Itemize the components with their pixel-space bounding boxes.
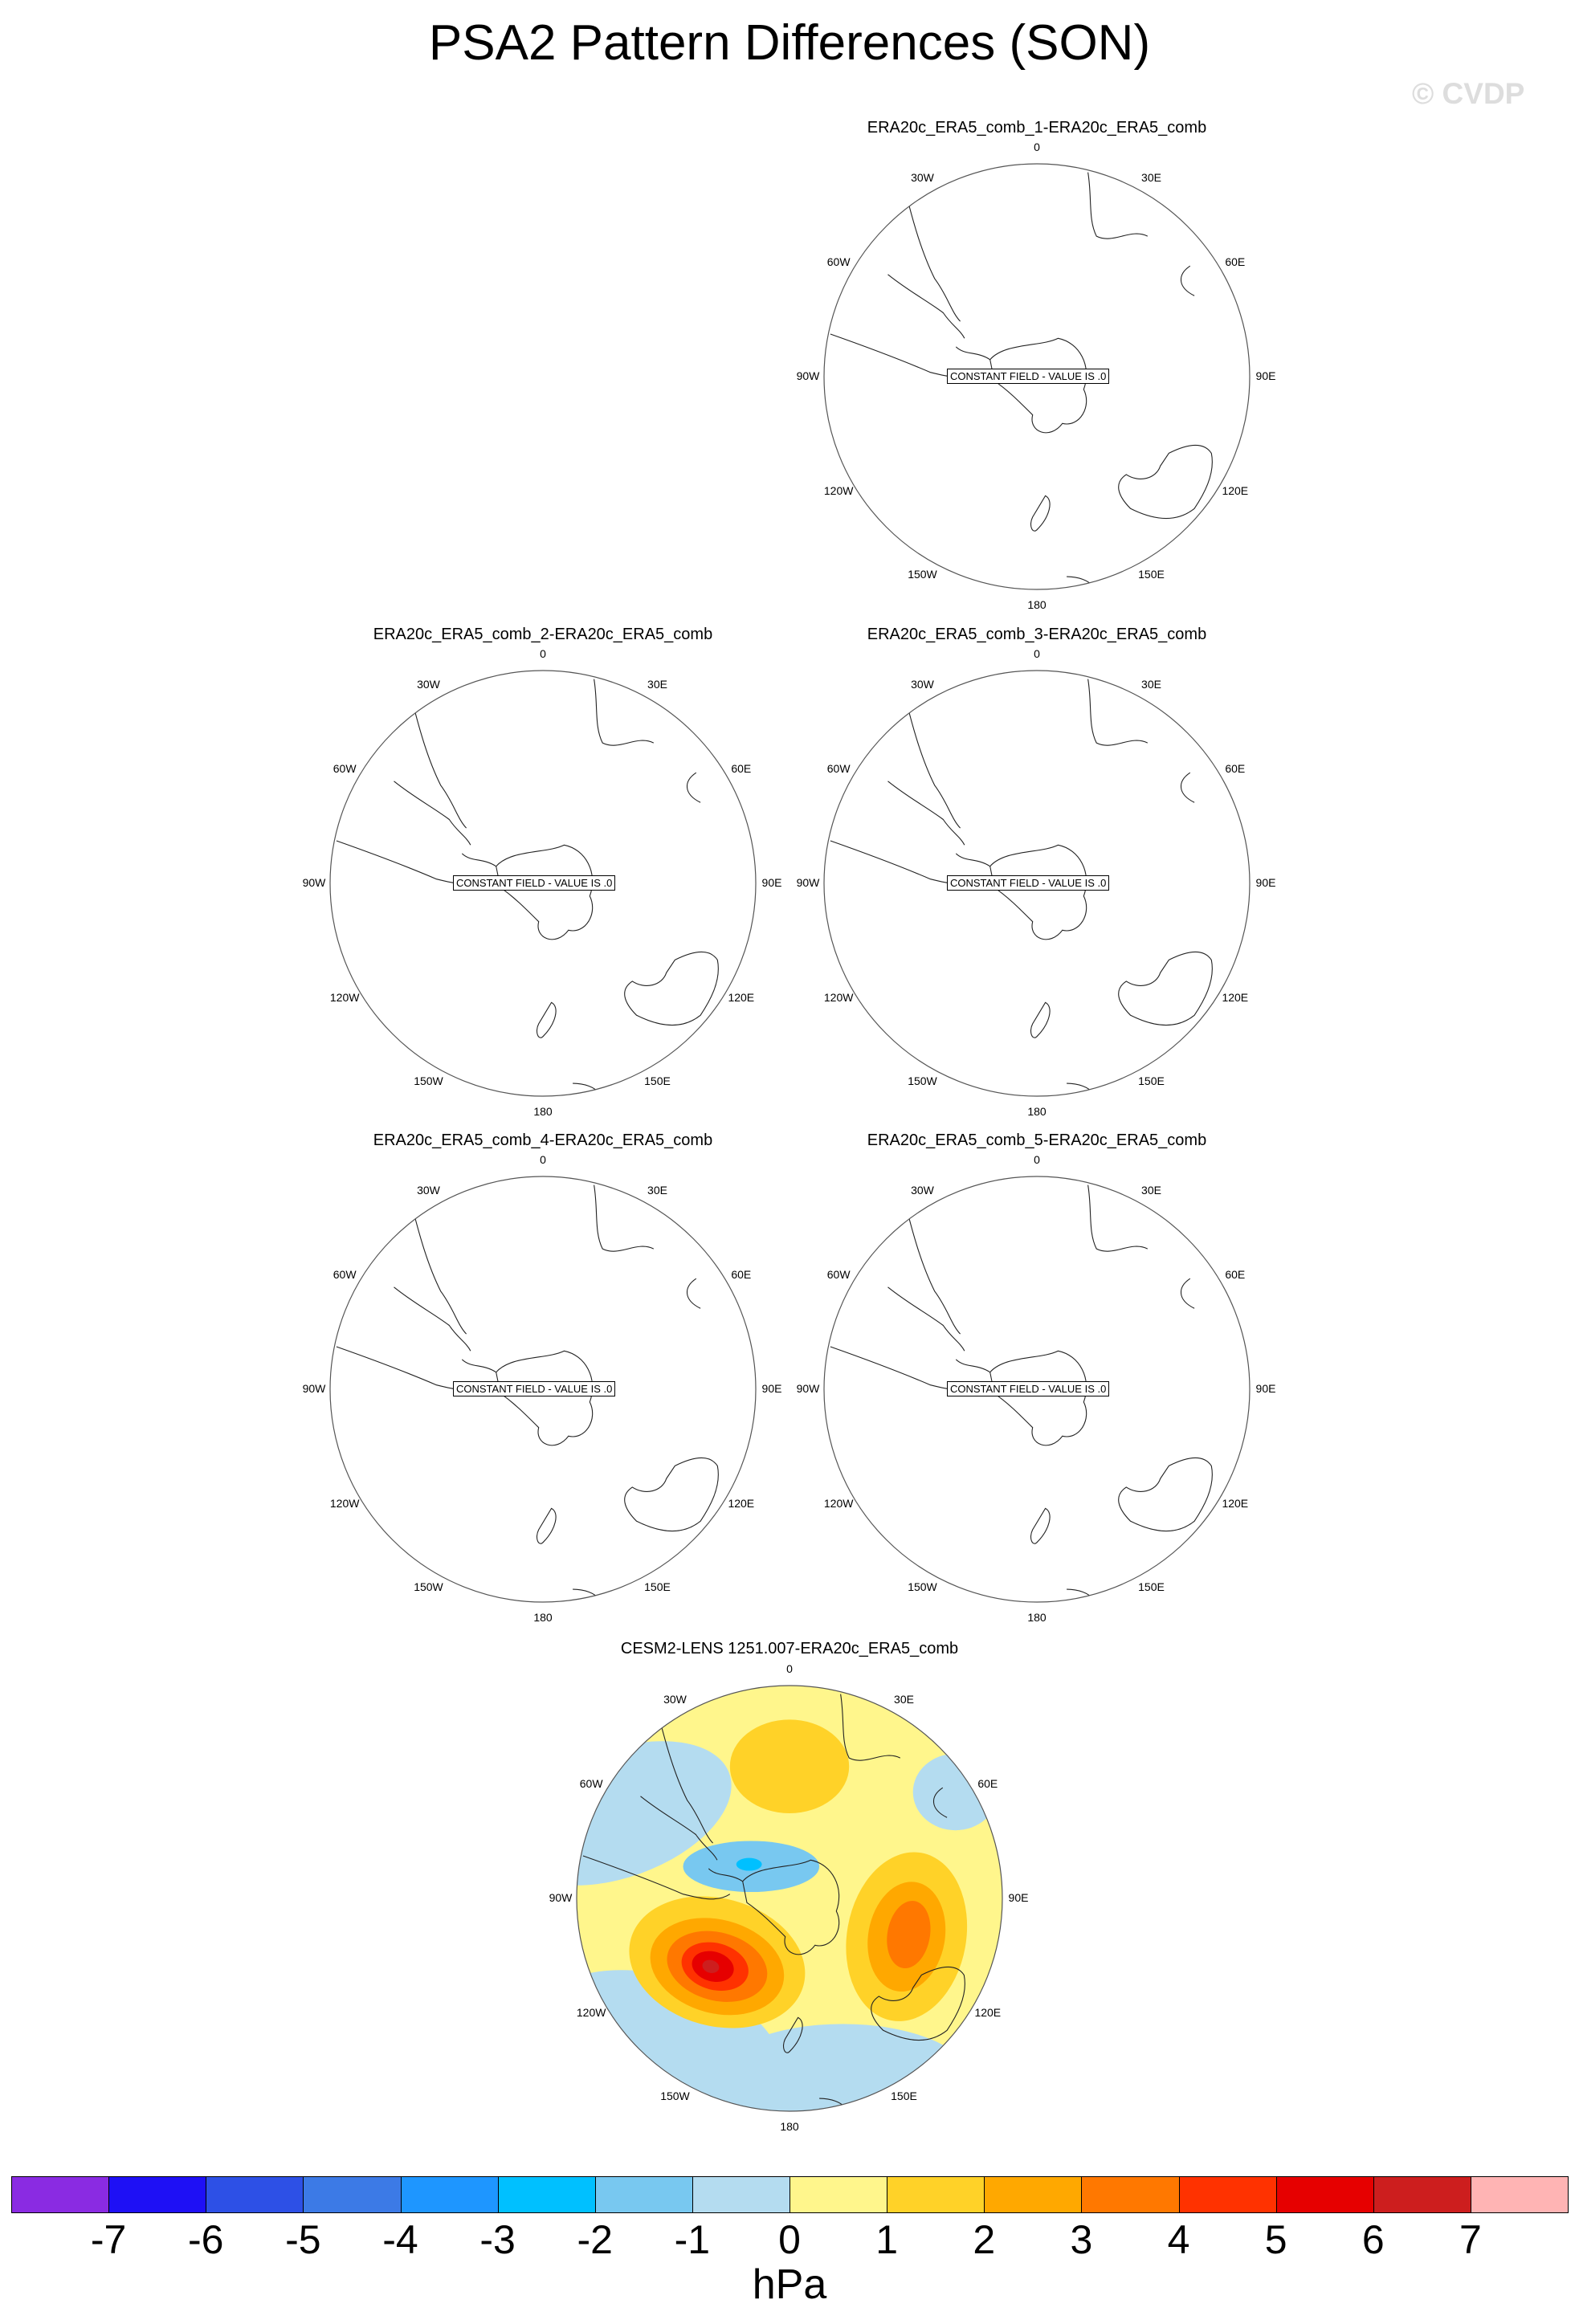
coastline <box>573 1589 598 1598</box>
coastline <box>394 696 471 846</box>
coastline <box>1067 1589 1092 1598</box>
lon-label: 30E <box>1141 1184 1161 1197</box>
lon-label: 120W <box>329 990 360 1004</box>
colorbar-swatch <box>108 2176 206 2213</box>
coastline <box>625 1458 719 1531</box>
colorbar <box>11 2176 1568 2213</box>
colorbar-tick-label: 3 <box>1070 2217 1093 2262</box>
colorbar-tick-label: -4 <box>382 2217 418 2262</box>
coastline <box>1119 952 1213 1025</box>
coastline <box>1031 495 1051 531</box>
lon-label: 0 <box>1034 141 1040 153</box>
colorbar-tick-label: 2 <box>973 2217 996 2262</box>
lon-label: 120W <box>329 1496 360 1510</box>
lon-label: 0 <box>786 1662 793 1675</box>
coastline <box>1067 1083 1092 1092</box>
colorbar-tick-label: 0 <box>778 2217 801 2262</box>
lon-label: 150W <box>908 567 937 581</box>
colorbar-tick-label: 5 <box>1264 2217 1287 2262</box>
lon-label: 90W <box>302 876 326 889</box>
lon-label: 120E <box>1222 1496 1249 1510</box>
colorbar-tick-label: -3 <box>479 2217 516 2262</box>
coastline <box>462 1360 496 1372</box>
lon-label: 120E <box>728 1496 755 1510</box>
contour-fill-6 <box>736 1858 762 1871</box>
colorbar-swatch <box>1373 2176 1471 2213</box>
lon-label: 180 <box>780 2120 799 2133</box>
lon-label: 60W <box>826 761 851 775</box>
colorbar-tick-label: -2 <box>577 2217 613 2262</box>
colorbar-swatch <box>984 2176 1082 2213</box>
coastline <box>956 1360 989 1372</box>
lon-label: 90W <box>549 1891 573 1904</box>
panel-title: ERA20c_ERA5_comb_5-ERA20c_ERA5_comb <box>867 1131 1207 1149</box>
colorbar-tick-label: 1 <box>875 2217 899 2262</box>
lon-label: 60W <box>579 1776 603 1790</box>
colorbar-swatch <box>401 2176 499 2213</box>
lon-label: 180 <box>1027 1105 1047 1118</box>
coastline <box>1067 577 1092 585</box>
lon-label: 150W <box>908 1074 937 1087</box>
lon-label: 90E <box>761 1382 782 1395</box>
lon-label: 30E <box>1141 678 1161 691</box>
colorbar-units: hPa <box>752 2261 827 2308</box>
coastline <box>496 845 593 940</box>
lon-label: 60W <box>333 1267 357 1281</box>
lon-label: 180 <box>533 1105 553 1118</box>
lon-label: 60E <box>1225 761 1246 775</box>
watermark: © CVDP <box>1412 77 1525 110</box>
colorbar-swatch <box>595 2176 693 2213</box>
lon-label: 0 <box>1034 647 1040 660</box>
lon-label: 120E <box>728 990 755 1004</box>
lon-label: 0 <box>540 647 546 660</box>
lon-label: 30W <box>911 1184 934 1197</box>
contour-fill-3 <box>715 2024 970 2134</box>
contour-fill-7 <box>730 1719 849 1813</box>
lon-label: 120W <box>576 2005 606 2019</box>
panel-title: CESM2-LENS 1251.007-ERA20c_ERA5_comb <box>620 1640 959 1657</box>
lon-label: 60W <box>826 1267 851 1281</box>
coastline <box>537 1002 557 1038</box>
coastline <box>956 347 989 360</box>
coastline <box>990 1351 1087 1445</box>
colorbar-tick-label: 4 <box>1167 2217 1190 2262</box>
coastline <box>1031 1508 1051 1543</box>
colorbar-swatch <box>498 2176 596 2213</box>
constant-field-label: CONSTANT FIELD - VALUE IS .0 <box>947 1381 1109 1396</box>
colorbar-swatch <box>11 2176 109 2213</box>
colorbar-swatch <box>1276 2176 1374 2213</box>
colorbar-swatch <box>1471 2176 1569 2213</box>
lon-label: 120E <box>974 2005 1002 2019</box>
lon-label: 120E <box>1222 483 1249 497</box>
lon-label: 90W <box>796 369 820 382</box>
coastline <box>1181 773 1194 802</box>
coastline <box>687 773 700 802</box>
coastline <box>956 854 989 866</box>
coastline <box>990 338 1087 433</box>
lon-label: 90E <box>1255 876 1276 889</box>
coastline <box>888 190 965 339</box>
lon-label: 120W <box>823 990 854 1004</box>
lon-label: 150E <box>644 1580 671 1593</box>
coastline <box>1119 1458 1213 1531</box>
colorbar-tick-label: 6 <box>1361 2217 1385 2262</box>
lon-label: 60E <box>1225 255 1246 268</box>
panel-title: ERA20c_ERA5_comb_4-ERA20c_ERA5_comb <box>373 1131 713 1149</box>
lon-label: 30W <box>911 171 934 185</box>
panel-title: ERA20c_ERA5_comb_3-ERA20c_ERA5_comb <box>867 626 1207 643</box>
lon-label: 150E <box>891 2089 917 2102</box>
lon-label: 120W <box>823 483 854 497</box>
lon-label: 180 <box>1027 1611 1047 1624</box>
coastline <box>462 854 496 866</box>
lon-label: 180 <box>1027 598 1047 611</box>
colorbar-tick-label: -1 <box>674 2217 711 2262</box>
lon-label: 150W <box>414 1074 443 1087</box>
lon-label: 90W <box>796 1382 820 1395</box>
constant-field-label: CONSTANT FIELD - VALUE IS .0 <box>947 369 1109 384</box>
constant-field-label: CONSTANT FIELD - VALUE IS .0 <box>947 875 1109 891</box>
lon-label: 150W <box>414 1580 443 1593</box>
coastline <box>1119 445 1213 518</box>
colorbar-swatch <box>790 2176 887 2213</box>
lon-label: 90E <box>761 876 782 889</box>
coastline <box>1031 1002 1051 1038</box>
lon-label: 120W <box>823 1496 854 1510</box>
lon-label: 60E <box>977 1776 998 1790</box>
lon-label: 90W <box>302 1382 326 1395</box>
coastline <box>537 1508 557 1543</box>
colorbar-tick-label: 7 <box>1459 2217 1482 2262</box>
lon-label: 0 <box>1034 1153 1040 1166</box>
lon-label: 90E <box>1255 1382 1276 1395</box>
colorbar-tick-label: -6 <box>188 2217 224 2262</box>
coastline <box>625 952 719 1025</box>
page-title: PSA2 Pattern Differences (SON) <box>428 15 1151 71</box>
coastline <box>1181 266 1194 296</box>
lon-label: 150E <box>1138 1580 1165 1593</box>
panel-title: ERA20c_ERA5_comb_1-ERA20c_ERA5_comb <box>867 119 1207 137</box>
coastline <box>573 1083 598 1092</box>
lon-label: 150W <box>908 1580 937 1593</box>
lon-label: 60E <box>731 1267 752 1281</box>
lon-label: 30W <box>417 678 440 691</box>
colorbar-swatch <box>692 2176 790 2213</box>
lon-label: 120E <box>1222 990 1249 1004</box>
lon-label: 150E <box>644 1074 671 1087</box>
colorbar-swatch <box>1179 2176 1277 2213</box>
lon-label: 30E <box>647 1184 667 1197</box>
coastline <box>687 1278 700 1308</box>
lon-label: 30E <box>1141 171 1161 185</box>
colorbar-tick-label: -7 <box>90 2217 127 2262</box>
lon-label: 30W <box>663 1693 687 1706</box>
constant-field-label: CONSTANT FIELD - VALUE IS .0 <box>453 1381 615 1396</box>
lon-label: 150E <box>1138 567 1165 581</box>
lon-label: 60E <box>1225 1267 1246 1281</box>
coastline <box>1181 1278 1194 1308</box>
lon-label: 30E <box>647 678 667 691</box>
coastline <box>496 1351 593 1445</box>
lon-label: 150E <box>1138 1074 1165 1087</box>
colorbar-tick-label: -5 <box>285 2217 321 2262</box>
lon-label: 30W <box>417 1184 440 1197</box>
coastline <box>888 1202 965 1352</box>
lon-label: 90E <box>1255 369 1276 382</box>
colorbar-swatch <box>206 2176 304 2213</box>
lon-label: 0 <box>540 1153 546 1166</box>
lon-label: 60W <box>826 255 851 268</box>
coastline <box>990 845 1087 940</box>
lon-label: 60W <box>333 761 357 775</box>
coastline <box>888 696 965 846</box>
lon-label: 60E <box>731 761 752 775</box>
colorbar-swatch <box>303 2176 401 2213</box>
lon-label: 90E <box>1008 1891 1029 1904</box>
colorbar-swatch <box>1081 2176 1179 2213</box>
lon-label: 180 <box>533 1611 553 1624</box>
lon-label: 150W <box>660 2089 690 2102</box>
lon-label: 90W <box>796 876 820 889</box>
colorbar-swatch <box>887 2176 985 2213</box>
panel-title: ERA20c_ERA5_comb_2-ERA20c_ERA5_comb <box>373 626 713 643</box>
coastline <box>394 1202 471 1352</box>
polar-map <box>575 1684 1004 2113</box>
lon-label: 30E <box>894 1693 914 1706</box>
constant-field-label: CONSTANT FIELD - VALUE IS .0 <box>453 875 615 891</box>
lon-label: 30W <box>911 678 934 691</box>
